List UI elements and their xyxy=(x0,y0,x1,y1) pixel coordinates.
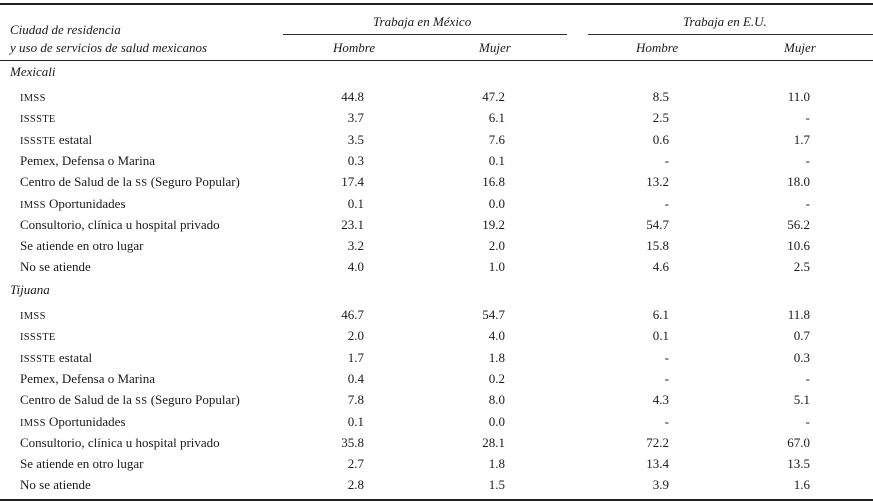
table-cell: 5.1 xyxy=(793,392,810,408)
table-cell: 1.6 xyxy=(793,477,810,493)
row-label: Centro de Salud de la SS (Seguro Popular) xyxy=(20,392,240,408)
row-label: Se atiende en otro lugar xyxy=(20,456,144,472)
table-cell: 8.5 xyxy=(652,89,669,104)
row-label: ISSSTE estatal xyxy=(20,131,93,147)
table-cell: 13.2 xyxy=(646,174,669,190)
table-cell: 4.3 xyxy=(652,392,669,408)
table-cell: 3.7 xyxy=(347,110,364,126)
table-cell: 0.0 xyxy=(488,413,505,429)
row-label: Consultorio, clínica u hospital privado xyxy=(20,434,220,450)
table-cell: 19.2 xyxy=(482,216,505,232)
table-cell: 16.8 xyxy=(482,174,505,190)
table-bottom-rule xyxy=(0,499,873,501)
table-cell: 7.6 xyxy=(488,131,505,147)
table-cell: 2.7 xyxy=(347,456,364,472)
table-cell: - xyxy=(805,370,810,386)
table-cell: 1.7 xyxy=(793,131,810,147)
section-heading-mexicali: Mexicali xyxy=(10,64,56,79)
table-cell: 13.5 xyxy=(787,456,810,472)
table-cell: 1.7 xyxy=(347,349,364,365)
table-cell: 0.7 xyxy=(793,328,810,344)
table-cell: 11.0 xyxy=(787,89,810,104)
stub-header-line2: y uso de servicios de salud mexicanos xyxy=(10,40,208,55)
table-cell: - xyxy=(664,413,669,429)
table-cell: 8.0 xyxy=(488,392,505,408)
table-cell: 23.1 xyxy=(341,216,364,232)
table-cell: 1.5 xyxy=(488,477,505,493)
table-cell: 10.6 xyxy=(787,238,810,254)
row-label: ISSSTE estatal xyxy=(20,349,93,365)
row-label: Consultorio, clínica u hospital privado xyxy=(20,216,220,232)
table-cell: 0.2 xyxy=(488,370,505,386)
table-cell: 15.8 xyxy=(646,238,669,254)
table-cell: 0.0 xyxy=(488,195,505,211)
table-cell: 3.9 xyxy=(652,477,669,493)
table-cell: - xyxy=(805,152,810,168)
group-header-eu: Trabaja en E.U. xyxy=(683,14,767,29)
col-header-mujer-eu: Mujer xyxy=(784,40,816,55)
table-top-rule xyxy=(0,3,873,5)
col-header-hombre-eu: Hombre xyxy=(636,40,679,55)
row-label: Centro de Salud de la SS (Seguro Popular) xyxy=(20,174,240,190)
table-cell: 6.1 xyxy=(652,307,669,322)
group-rule-mexico xyxy=(283,34,567,35)
table-cell: 54.7 xyxy=(482,307,505,322)
table-cell: 2.0 xyxy=(347,328,364,344)
row-label: IMSS Oportunidades xyxy=(20,413,126,429)
table-cell: 56.2 xyxy=(787,216,810,232)
table-cell: 6.1 xyxy=(488,110,505,126)
section-heading-tijuana: Tijuana xyxy=(10,282,50,297)
col-header-hombre-mexico: Hombre xyxy=(333,40,376,55)
row-label: No se atiende xyxy=(20,259,91,275)
table-cell: 7.8 xyxy=(347,392,364,408)
table-cell: 4.6 xyxy=(652,259,669,275)
stub-header-line1: Ciudad de residencia xyxy=(10,22,121,37)
table-cell: 0.6 xyxy=(652,131,669,147)
table-cell: 67.0 xyxy=(787,434,810,450)
table-cell: 3.2 xyxy=(347,238,364,254)
table-cell: 17.4 xyxy=(341,174,364,190)
table-cell: 0.1 xyxy=(347,413,364,429)
row-label: Pemex, Defensa o Marina xyxy=(20,152,156,168)
table-cell: 3.5 xyxy=(347,131,364,147)
row-label: IMSS xyxy=(20,311,46,322)
table-cell: 44.8 xyxy=(341,89,364,104)
group-rule-eu xyxy=(588,34,873,35)
table-cell: 13.4 xyxy=(646,456,669,472)
table-cell: - xyxy=(805,413,810,429)
table-cell: 47.2 xyxy=(482,89,505,104)
table-cell: 2.5 xyxy=(652,110,669,126)
table-cell: 4.0 xyxy=(488,328,505,344)
row-label: No se atiende xyxy=(20,477,91,493)
table-cell: 1.8 xyxy=(488,456,505,472)
table-cell: - xyxy=(664,195,669,211)
table-cell: - xyxy=(805,195,810,211)
row-label: Pemex, Defensa o Marina xyxy=(20,370,156,386)
table-cell: 2.0 xyxy=(488,238,505,254)
table-cell: 46.7 xyxy=(341,307,364,322)
header-bottom-rule xyxy=(0,60,873,61)
table-cell: 0.1 xyxy=(347,195,364,211)
table-cell: - xyxy=(664,152,669,168)
table-cell: 54.7 xyxy=(646,216,669,232)
table-cell: 0.4 xyxy=(347,370,364,386)
table-cell: 0.3 xyxy=(793,349,810,365)
row-label: Se atiende en otro lugar xyxy=(20,238,144,254)
group-header-mexico: Trabaja en México xyxy=(373,14,472,29)
table-cell: 35.8 xyxy=(341,434,364,450)
table-cell: 28.1 xyxy=(482,434,505,450)
table-cell: 0.3 xyxy=(347,152,364,168)
table-cell: - xyxy=(664,370,669,386)
row-label: IMSS xyxy=(20,93,46,104)
table-cell: 1.0 xyxy=(488,259,505,275)
table-cell: 18.0 xyxy=(787,174,810,190)
row-label: IMSS Oportunidades xyxy=(20,195,126,211)
row-label: ISSSTE xyxy=(20,332,56,344)
col-header-mujer-mexico: Mujer xyxy=(479,40,511,55)
table-cell: 11.8 xyxy=(787,307,810,322)
table-cell: 2.5 xyxy=(793,259,810,275)
table-cell: - xyxy=(805,110,810,126)
row-label: ISSSTE xyxy=(20,114,56,126)
table-cell: - xyxy=(664,349,669,365)
table-cell: 0.1 xyxy=(652,328,669,344)
table-cell: 72.2 xyxy=(646,434,669,450)
table-cell: 2.8 xyxy=(347,477,364,493)
table-cell: 4.0 xyxy=(347,259,364,275)
table-cell: 1.8 xyxy=(488,349,505,365)
table-cell: 0.1 xyxy=(488,152,505,168)
